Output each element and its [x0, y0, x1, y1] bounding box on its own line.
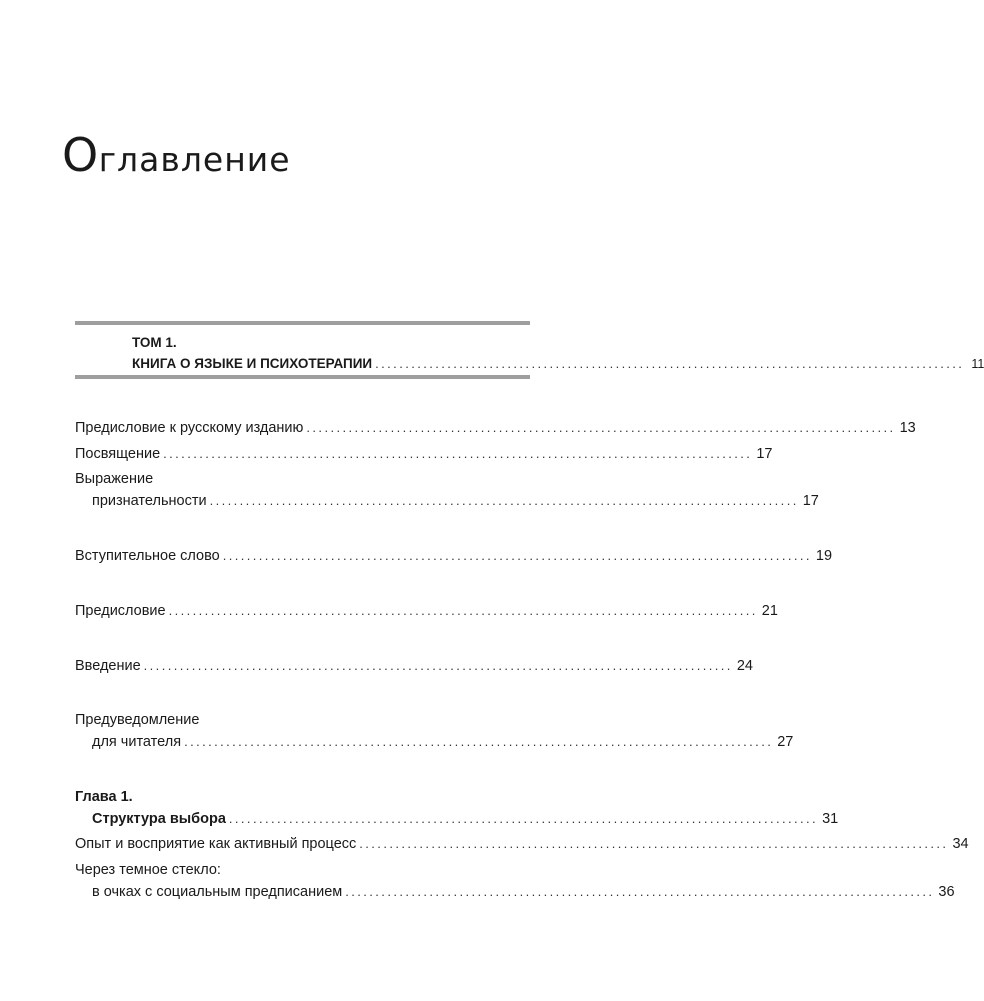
tom-title: КНИГА О ЯЗЫКЕ И ПСИХОТЕРАПИИ — [132, 356, 373, 371]
page-title — [62, 128, 291, 182]
entry-title-line1: Через темное стекло: — [75, 862, 221, 878]
entry-title: Опыт и восприятие как активный процесс — [75, 836, 357, 852]
toc-entry-tom-1[interactable] — [75, 332, 984, 375]
page-number: 27 — [777, 734, 794, 750]
page-number: 19 — [815, 548, 833, 564]
tom-rule-bottom — [75, 375, 530, 379]
dot-leader: .................................................................................................. — [306, 420, 896, 435]
dot-leader: .................................................................................................. — [143, 658, 733, 673]
entry-title: Вступительное слово — [75, 548, 220, 564]
entry-title: Посвящение — [75, 446, 161, 462]
entry-title: Введение — [75, 658, 141, 674]
dot-leader: .................................................................................................. — [222, 548, 812, 563]
page-number: 36 — [938, 884, 955, 900]
page-number: 17 — [756, 446, 773, 462]
tom-rule-top — [75, 321, 530, 325]
toc-entry-dedication[interactable] — [75, 443, 773, 465]
dot-leader: .................................................................................................. — [359, 836, 949, 851]
page-number: 13 — [899, 420, 916, 436]
toc-entry-acknowledgments[interactable] — [75, 469, 819, 512]
page-number: 31 — [822, 811, 839, 827]
entry-title-line2: для читателя — [92, 734, 182, 750]
page-number: 11 — [971, 357, 984, 371]
chapter-label: Глава 1. — [75, 789, 133, 805]
toc-entry-note-to-reader[interactable] — [75, 710, 794, 753]
toc-entry-preface-russian[interactable] — [75, 417, 916, 439]
entry-title-line1: Предуведомление — [75, 712, 200, 728]
chapter-title: Структура выбора — [92, 811, 226, 827]
dot-leader: .................................................................................................. — [228, 811, 819, 826]
dot-leader: .................................................................................................. — [184, 734, 774, 749]
toc-entry-introduction[interactable] — [75, 655, 753, 677]
entry-title-line1: Выражение — [75, 471, 154, 487]
dot-leader: .................................................................................................. — [209, 493, 799, 508]
page-number: 24 — [736, 658, 753, 674]
toc-entry-experience-perception[interactable] — [75, 833, 969, 855]
entry-title-line2: в очках с социальным предписанием — [92, 884, 343, 900]
toc-entry-preface[interactable] — [75, 600, 778, 622]
toc-entry-through-dark-glass[interactable] — [75, 860, 955, 903]
dot-leader: .................................................................................................. — [375, 356, 965, 371]
dot-leader: .................................................................................................. — [168, 603, 758, 618]
page-number: 21 — [761, 603, 778, 619]
toc-entry-chapter-1[interactable] — [75, 787, 839, 830]
tom-number-label: ТОМ 1. — [132, 335, 177, 350]
entry-title: Предисловие — [75, 603, 166, 619]
entry-title: Предисловие к русскому изданию — [75, 420, 304, 436]
title-rest: главление — [98, 140, 291, 179]
dot-leader: .................................................................................................. — [345, 884, 935, 899]
page-number: 34 — [952, 836, 969, 852]
toc-entry-introductory-word[interactable] — [75, 545, 833, 567]
title-initial: О — [62, 128, 99, 182]
dot-leader: .................................................................................................. — [163, 446, 753, 461]
entry-title-line2: признательности — [92, 493, 207, 509]
page-number: 17 — [802, 493, 819, 509]
